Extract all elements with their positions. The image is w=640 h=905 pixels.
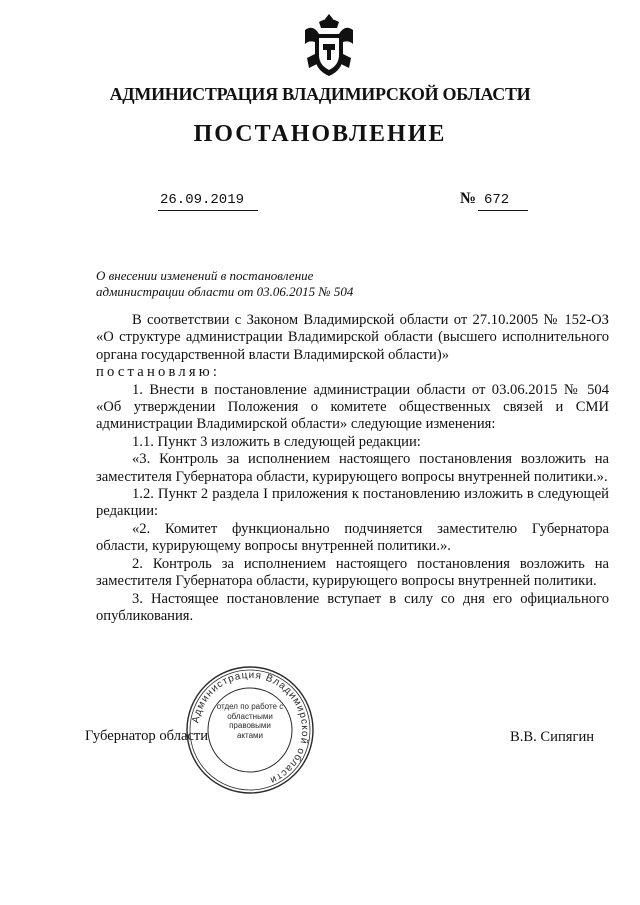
stamp-inner-text: отдел по работе с областными правовыми актами: [216, 702, 284, 740]
decree-word: постановляю:: [96, 364, 221, 381]
paragraph-1-1: 1.1. Пункт 3 изложить в следующей редакции:: [132, 433, 421, 450]
number-label: №: [460, 190, 477, 207]
subject-line-1: О внесении изменений в постановление: [96, 268, 314, 283]
preamble: В соответствии с Законом Владимирской области от 27.10.2005 № 152-ОЗ «О структуре администрации Владимирской области (высшего исполнительного органа государственной власти Владимирской области)»: [96, 312, 609, 363]
stamp-outer-text: Администрация Владимирской области: [190, 669, 311, 786]
coat-of-arms-icon: [301, 12, 357, 80]
date-underline: [158, 210, 258, 211]
document-body: [96, 312, 609, 625]
official-stamp: [184, 664, 316, 796]
paragraph-1-2: 1.2. Пункт 2 раздела I приложения к постановлению изложить в следующей редакции:: [96, 486, 609, 520]
paragraph-2: 2. Контроль за исполнением настоящего постановления возложить на заместителя Губернатора области, курирующего вопросы внутренней политики.: [96, 555, 609, 590]
paragraph-3: 3. Настоящее постановление вступает в силу со дня его официального опубликования.: [96, 590, 609, 624]
subject-line-2: администрации области от 03.06.2015 № 504: [96, 284, 354, 299]
organization-title: АДМИНИСТРАЦИЯ ВЛАДИМИРСКОЙ ОБЛАСТИ: [109, 84, 531, 104]
subject-block: [96, 268, 356, 300]
number-underline: [478, 210, 528, 211]
paragraph-1: 1. Внести в постановление администрации области от 03.06.2015 № 504 «Об утверждении Положения о комитете общественных связей и СМИ администрации Владимирской области» следующие изменения:: [96, 381, 609, 433]
signer-title: Губернатор области: [85, 728, 209, 744]
document-date: 26.09.2019: [160, 192, 245, 208]
paragraph-1-1-quote: «3. Контроль за исполнением настоящего постановления возложить на заместителя Губернатора области, курирующего вопросы внутренней политики.».: [96, 451, 609, 485]
signer-name: В.В. Сипягин: [510, 729, 595, 745]
paragraph-1-2-quote: «2. Комитет функционально подчиняется заместителю Губернатора области, курирующему вопросы внутренней политики.».: [96, 520, 609, 555]
document-number: 672: [484, 192, 510, 208]
document-type-title: ПОСТАНОВЛЕНИЕ: [193, 121, 447, 147]
